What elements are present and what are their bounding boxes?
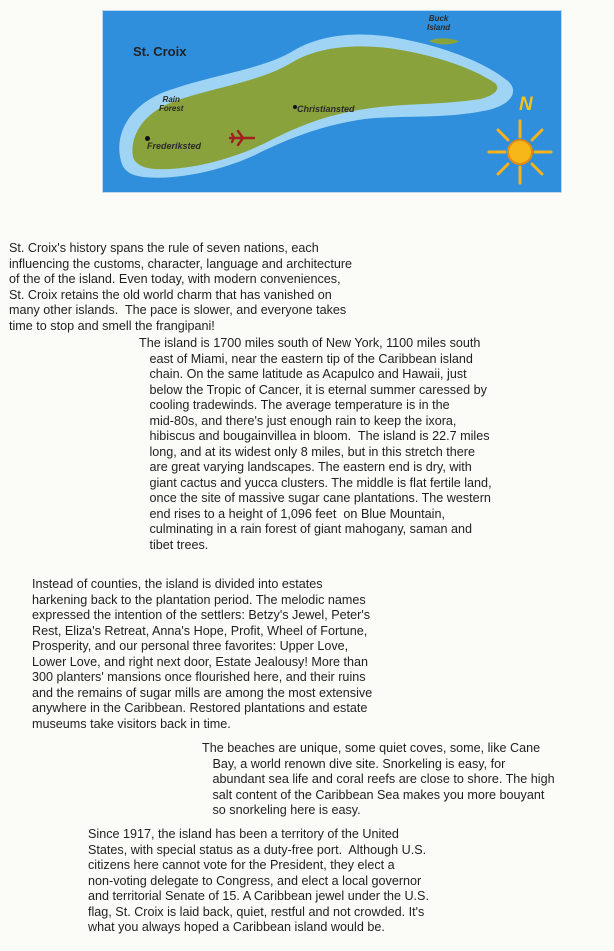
geography-paragraph: The island is 1700 miles south of New York, 1100 miles south east of Miami, near the eastern tip of the Caribbean island chain. On the same latitude as Acapulco and Hawaii, just below the Tropic of Cancer, it is eternal summer caressed by cooling tradewinds. The average temperature is in the mid-80s, and there's just enough rain to keep the ixora, hibiscus and bougainvillea in bloom. The island is 22.7 miles long, and at its widest only 8 miles, but in this stretch there are great varying landscapes. The eastern end is dry, with giant cactus and yucca clusters. The middle is flat fertile land, once the site of massive sugar cane plantations. The western end rises to a height of 1,096 feet on Blue Mountain, culminating in a rain forest of giant mahogany, saman and tibet trees.: [139, 336, 492, 552]
beaches-paragraph: The beaches are unique, some quiet coves, some, like Cane Bay, a world renown dive site. Snorkeling is easy, for abundant sea life and coral reefs are close to shore. The high salt content of the Caribbean Sea makes you more bouyant so snorkeling here is easy.: [202, 741, 555, 817]
christiansted-label: Christiansted: [297, 104, 355, 114]
history-paragraph: St. Croix's history spans the rule of seven nations, each influencing the customs, character, language and architecture of the of the island. Even today, with modern conveniences, St. Croix retains the old world charm that has vanished on many other islands. The pace is slower, and everyone takes time to stop and smell the frangipani!: [9, 241, 353, 333]
north-marker: N: [519, 94, 533, 115]
frederiksted-label: Frederiksted: [147, 141, 202, 151]
buck-island-label: Buck Island: [427, 14, 451, 32]
rain-forest-label: Rain Forest: [159, 95, 184, 113]
territory-paragraph: Since 1917, the island has been a territory of the United States, with special status as a duty-free port. Although U.S. citizens here cannot vote for the President, they elect a non-voting delegate to Congress, and elect a local governor and territorial Senate of 15. A Caribbean jewel under the U.S. flag, St. Croix is laid back, quiet, restful and not crowded. It's what you always hoped a Caribbean island would be.: [88, 827, 429, 934]
st-croix-map: [102, 10, 562, 193]
estates-paragraph: Instead of counties, the island is divided into estates harkening back to the plantation period. The melodic names expressed the intention of the settlers: Betzy's Jewel, Peter's Rest, Eliza's Retreat, Anna's Hope, Profit, Wheel of Fortune, Prosperity, and our personal three favorites: Upper Love, Lower Love, and right next door, Estate Jealousy! More than 300 planters' mansions once flourished here, and their ruins and the remains of sugar mills are among the most extensive anywhere in the Caribbean. Restored plantations and estate museums take visitors back in time.: [32, 577, 373, 731]
buck-island-shape: [429, 38, 459, 44]
map-title: St. Croix: [133, 44, 187, 59]
